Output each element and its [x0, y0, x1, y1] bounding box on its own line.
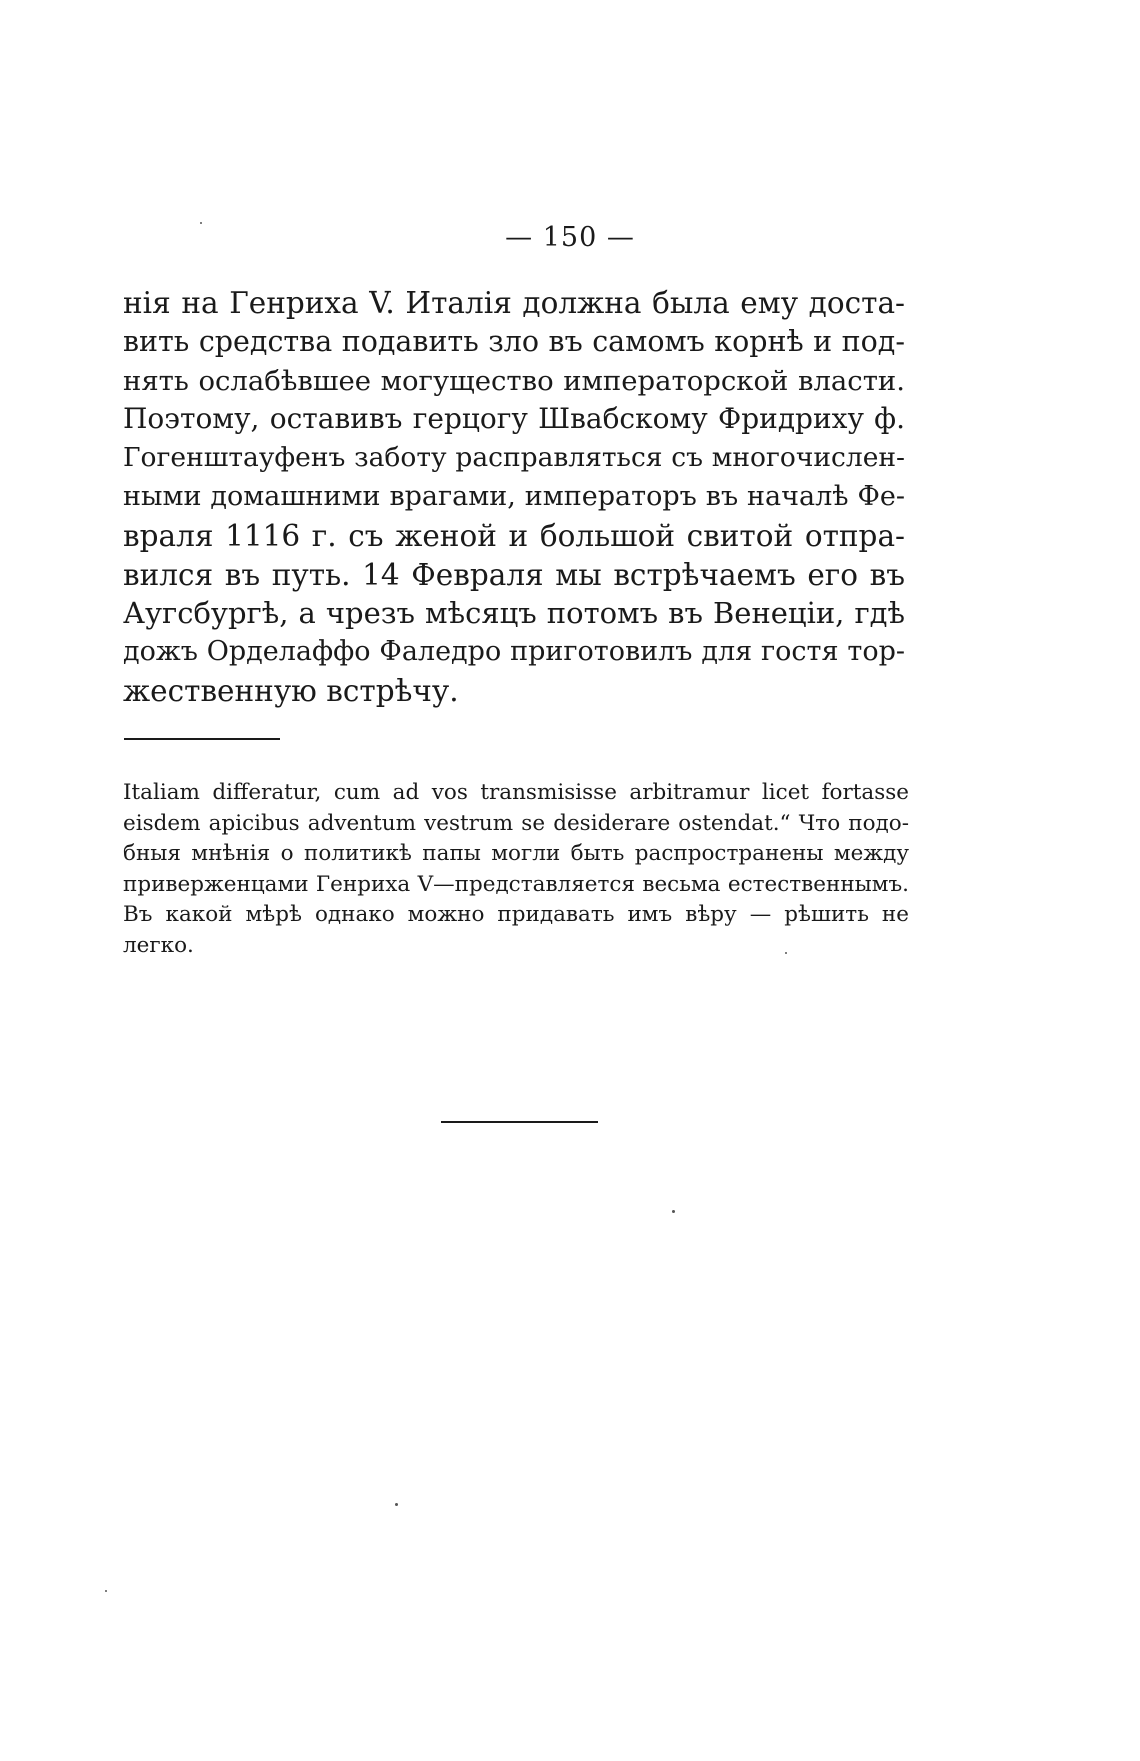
footnote	[123, 778, 909, 962]
print-speck	[395, 1503, 398, 1506]
main-text-line: нять ослабѣвшее могущество императорской власти.	[123, 364, 905, 397]
main-text-line: нія на Генриха V. Италія должна была ему доста-	[123, 286, 905, 320]
main-text-line: враля 1116 г. съ женой и большой свитой отпра-	[123, 518, 905, 553]
main-text-line: Гогенштауфенъ заботу расправляться съ многочислен-	[123, 442, 905, 474]
print-speck	[785, 952, 787, 954]
footnote-line: приверженцами Генриха V—представляется весьма естественнымъ.	[123, 871, 909, 897]
main-text-line: Поэтому, оставивъ герцогу Швабскому Фридриху ф.	[123, 402, 905, 436]
footnote-separator	[124, 738, 280, 740]
main-text-line: вить средства подавить зло въ самомъ корнѣ и под-	[123, 324, 905, 358]
page-number: — 150 —	[505, 222, 635, 253]
main-text-line: жественную встрѣчу.	[123, 673, 459, 708]
main-text	[123, 284, 905, 711]
end-of-chapter-rule	[441, 1121, 598, 1123]
footnote-line: бныя мнѣнія о политикѣ папы могли быть распространены между	[123, 841, 909, 867]
footnote-line: Въ какой мѣрѣ однако можно придавать имъ вѣру — рѣшить не	[123, 902, 909, 928]
print-speck	[105, 1590, 107, 1592]
main-text-line: дожъ Орделаффо Фаледро приготовилъ для гостя тор-	[123, 636, 905, 668]
footnote-line: легко.	[123, 932, 194, 958]
main-text-line: вился въ путь. 14 Февраля мы встрѣчаемъ его въ	[123, 557, 905, 592]
main-text-line: ными домашними врагами, императоръ въ началѣ Фе-	[123, 480, 905, 512]
footnote-line: Italiam differatur, cum ad vos transmisisse arbitramur licet fortasse	[123, 780, 909, 805]
main-text-line: Аугсбургѣ, а чрезъ мѣсяцъ потомъ въ Венеціи, гдѣ	[123, 596, 905, 631]
print-speck	[200, 222, 202, 224]
print-speck	[672, 1210, 675, 1213]
footnote-line: eisdem apicibus adventum vestrum se desiderare ostendat.“ Что подо-	[123, 810, 909, 836]
